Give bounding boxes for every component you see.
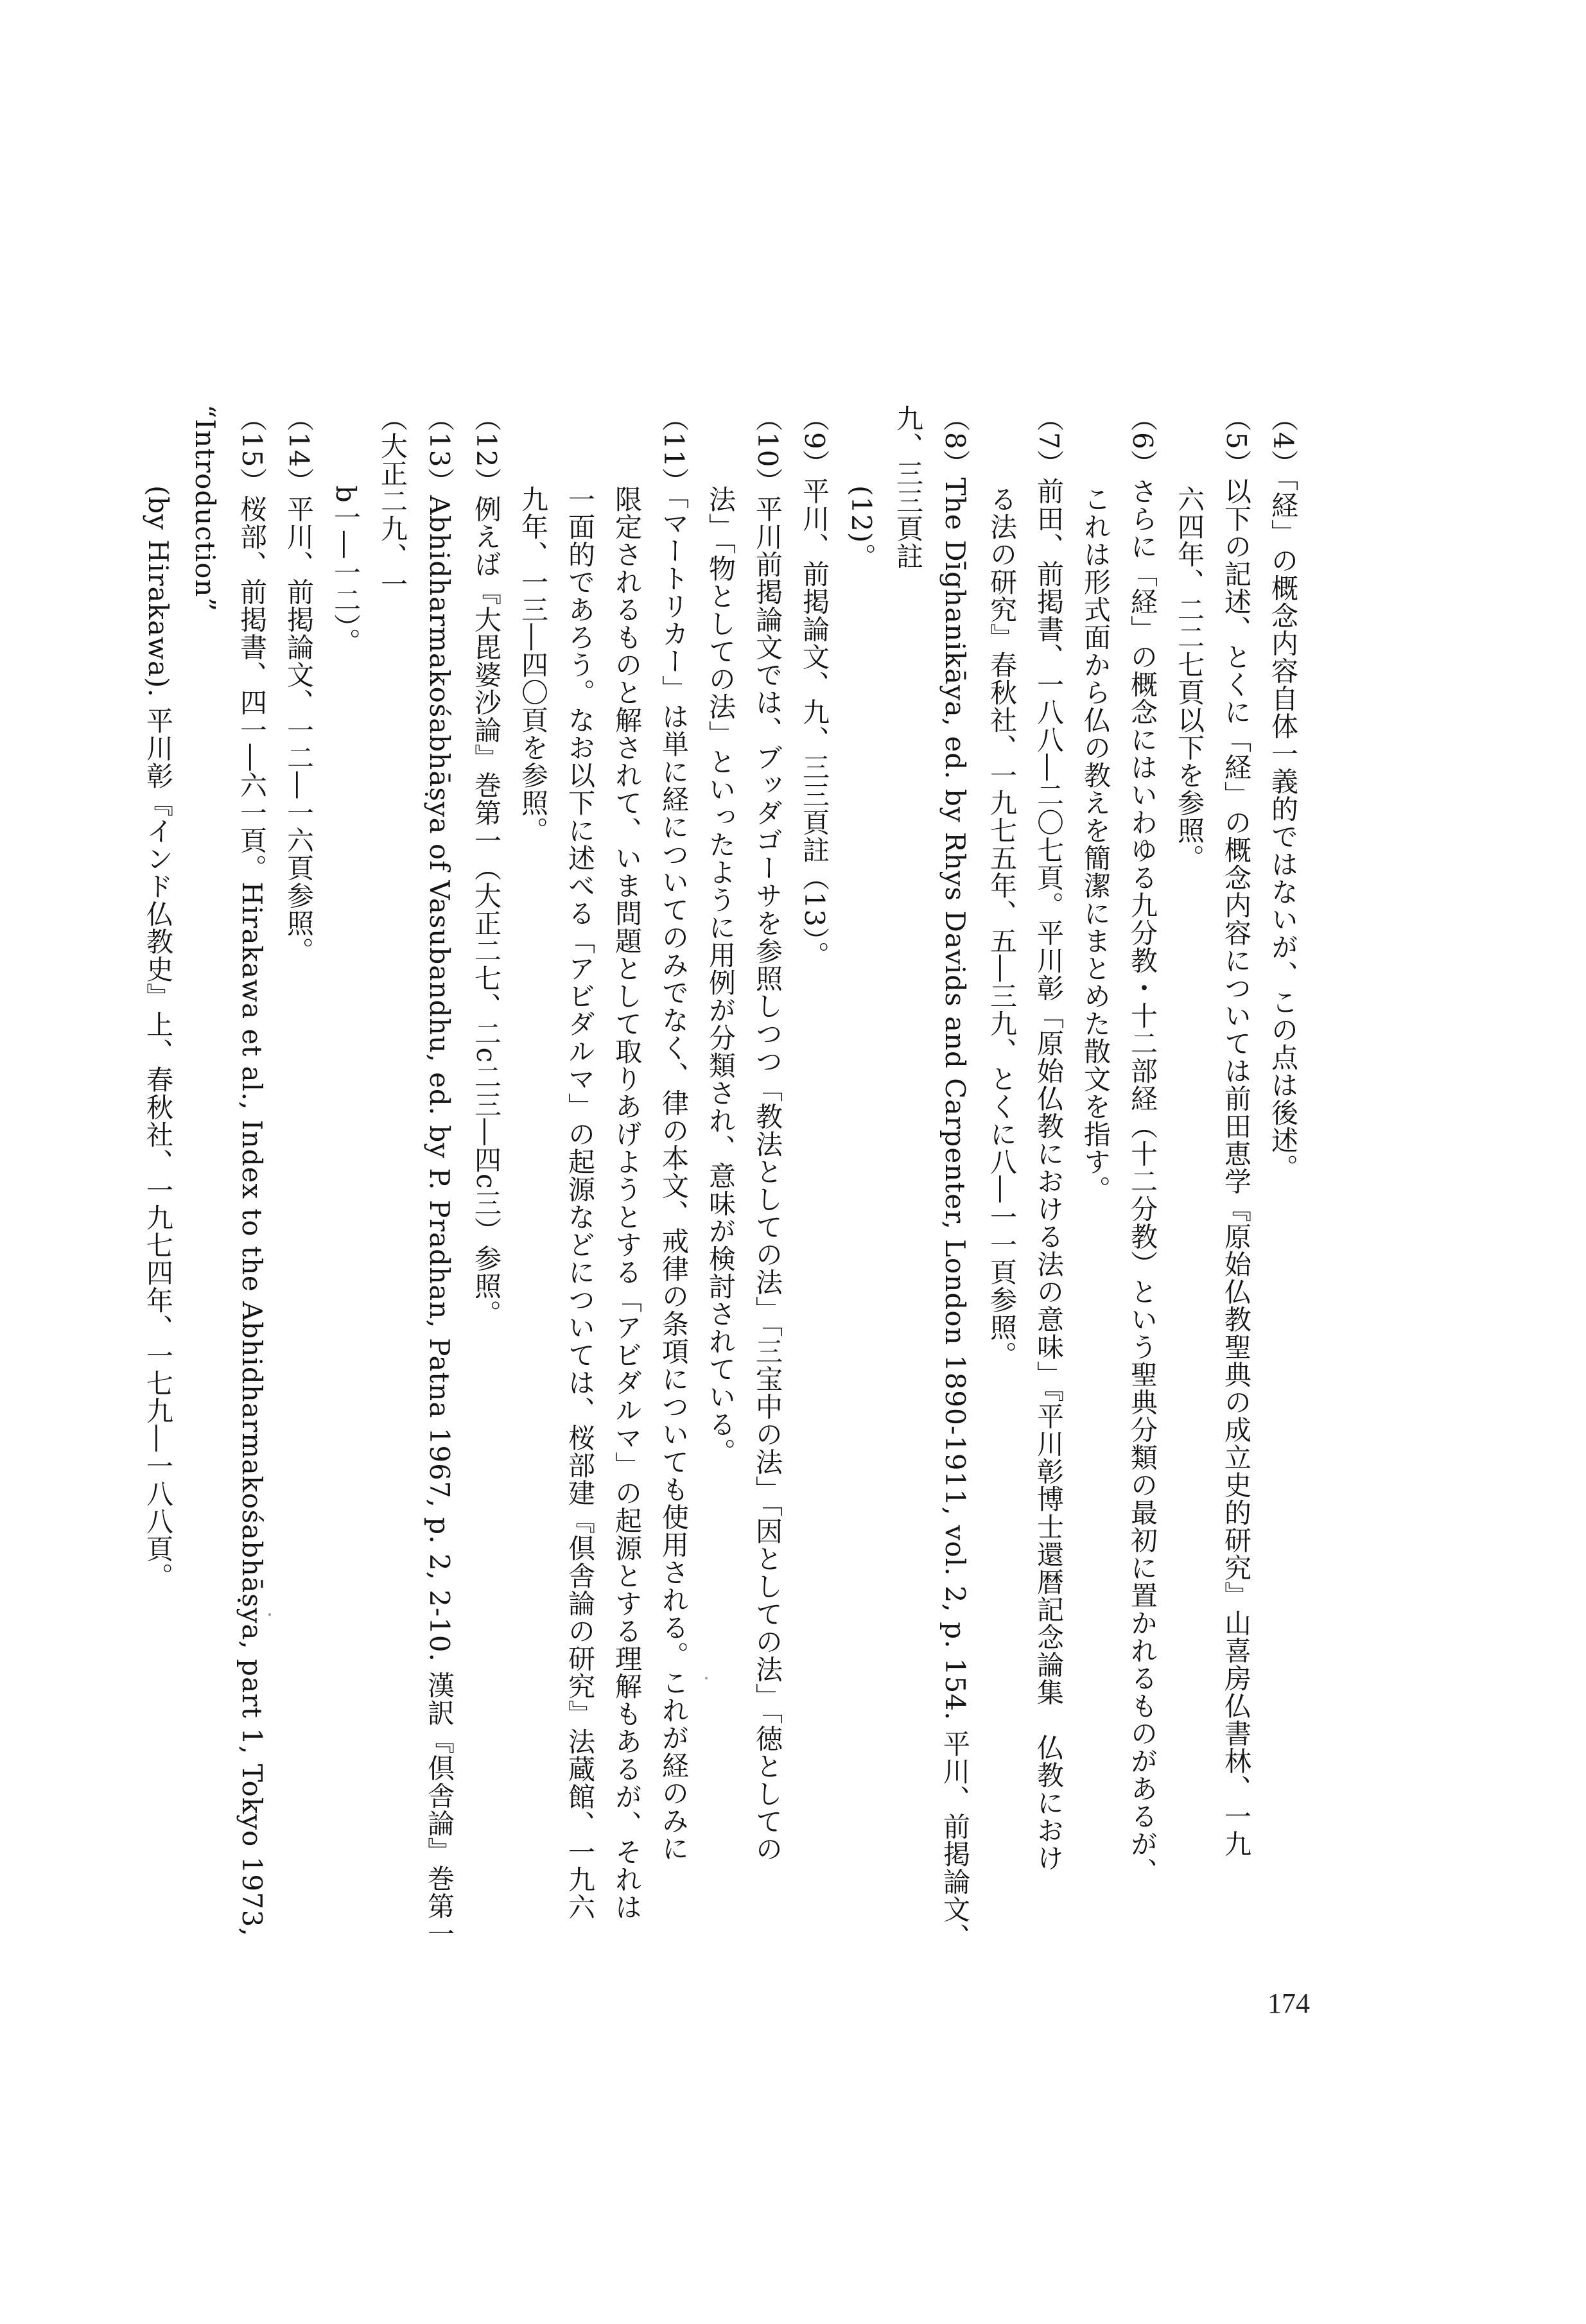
note-text: 「マートリカー」は単に経についてのみでなく、律の本文、戒律の条項についても使用される。これが経のみに xyxy=(658,495,690,1862)
note-text: 桜部、前掲書、四一―六一頁。Hirakawa et al., Index to the Abhidharmakośabhāṣya, part 1, Tokyo 1973, “Introduction” xyxy=(189,404,268,1937)
scan-speck xyxy=(268,1613,271,1616)
note-number: （15） xyxy=(236,404,268,496)
note-text: 平川、前掲論文、一二―一六頁参照。 xyxy=(283,495,315,965)
note-number: （12） xyxy=(471,404,502,496)
note-text: 平川前掲論文では、ブッダゴーサを参照しつつ「教法としての法」「三宝中の法」「因としての法」「徳としての xyxy=(752,495,783,1863)
note-text: The Dīghanikāya, ed. by Rhys Davids and Carpenter, London 1890-1911, vol. 2, p. 154. 平川、前掲論文、九、三三頁註 xyxy=(893,404,971,1951)
note-text: さらに「経」の概念にはいわゆる九分教・十二部経（十二分教）という聖典分類の最初に置かれるものがあるが、 xyxy=(1127,477,1158,1886)
page-number: 174 xyxy=(1268,1988,1310,2019)
scan-speck xyxy=(705,1677,708,1679)
note-14 xyxy=(275,404,322,1958)
note-4 xyxy=(1260,404,1307,1958)
note-15-continued: (by Hirakawa). 平川彰『インド仏教史』上、春秋社、一九七四年、一七九―一八八頁。 xyxy=(143,485,174,1591)
note-10-continued: 法」「物としての法」といったように用例が分類され、意味が検討されている。 xyxy=(705,485,736,1466)
note-text: 「経」の概念内容自体一義的ではないが、この点は後述。 xyxy=(1268,477,1299,1182)
note-7-continued: る法の研究』春秋社、一九七五年、五―三九、とくに八―一一頁参照。 xyxy=(986,485,1018,1369)
note-number: （4） xyxy=(1268,404,1299,478)
note-text: 前田、前掲書、一八八―二〇七頁。平川彰「原始仏教における法の意味」『平川彰博士還暦記念論集 仏教におけ xyxy=(1033,477,1065,1872)
note-number: （6） xyxy=(1127,404,1158,478)
note-15 xyxy=(182,404,275,1958)
note-13-continued: b一―一二）。 xyxy=(330,485,362,655)
note-number: （9） xyxy=(799,404,830,478)
note-number: （5） xyxy=(1221,404,1252,478)
note-text: Abhidharmakośabhāṣya of Vasubandhu, ed. by P. Pradhan, Patna 1967, p. 2, 2-10. 漢訳『倶舎論』巻第一（大正二九、一 xyxy=(377,404,455,1948)
note-6-continued: これは形式面から仏の教えを簡潔にまとめた散文を指す。 xyxy=(1080,485,1111,1203)
note-number: （13） xyxy=(424,404,455,496)
note-text: 例えば『大毘婆沙論』巻第一（大正二七、二c二三―四c三）参照。 xyxy=(471,495,502,1328)
note-number: （7） xyxy=(1033,404,1065,478)
note-10 xyxy=(744,404,791,1958)
note-7 xyxy=(1025,404,1072,1958)
endnotes-block xyxy=(135,404,1307,1958)
note-5-continued: 六四年、二二七頁以下を参照。 xyxy=(1174,485,1205,872)
note-number: （8） xyxy=(939,404,971,478)
note-11-continued: 一面的であろう。なお以下に述べる「アビダルマ」の起源などについては、桜部建『倶舎論の研究』法蔵館、一九六 xyxy=(564,485,596,1921)
note-11 xyxy=(650,404,697,1958)
note-9 xyxy=(791,404,838,1958)
note-12 xyxy=(463,404,510,1958)
note-8-continued: (12)。 xyxy=(846,485,877,571)
note-11-continued: 限定されるものと解されて、いま問題として取りあげようとする「アビダルマ」の起源とする理解もあるが、それは xyxy=(611,485,643,1921)
note-text: 平川、前掲論文、九、三三頁註（13）。 xyxy=(799,477,830,969)
note-13 xyxy=(369,404,463,1958)
note-5 xyxy=(1213,404,1260,1958)
note-8 xyxy=(885,404,979,1958)
note-number: （11） xyxy=(658,404,690,496)
note-6 xyxy=(1119,404,1166,1958)
note-number: （10） xyxy=(752,404,783,496)
note-11-continued: 九年、一三―四〇頁を参照。 xyxy=(518,485,549,844)
note-text: 以下の記述、とくに「経」の概念内容については前田恵学『原始仏教聖典の成立史的研究』山喜房仏書林、一九 xyxy=(1221,477,1252,1858)
note-number: （14） xyxy=(283,404,315,496)
